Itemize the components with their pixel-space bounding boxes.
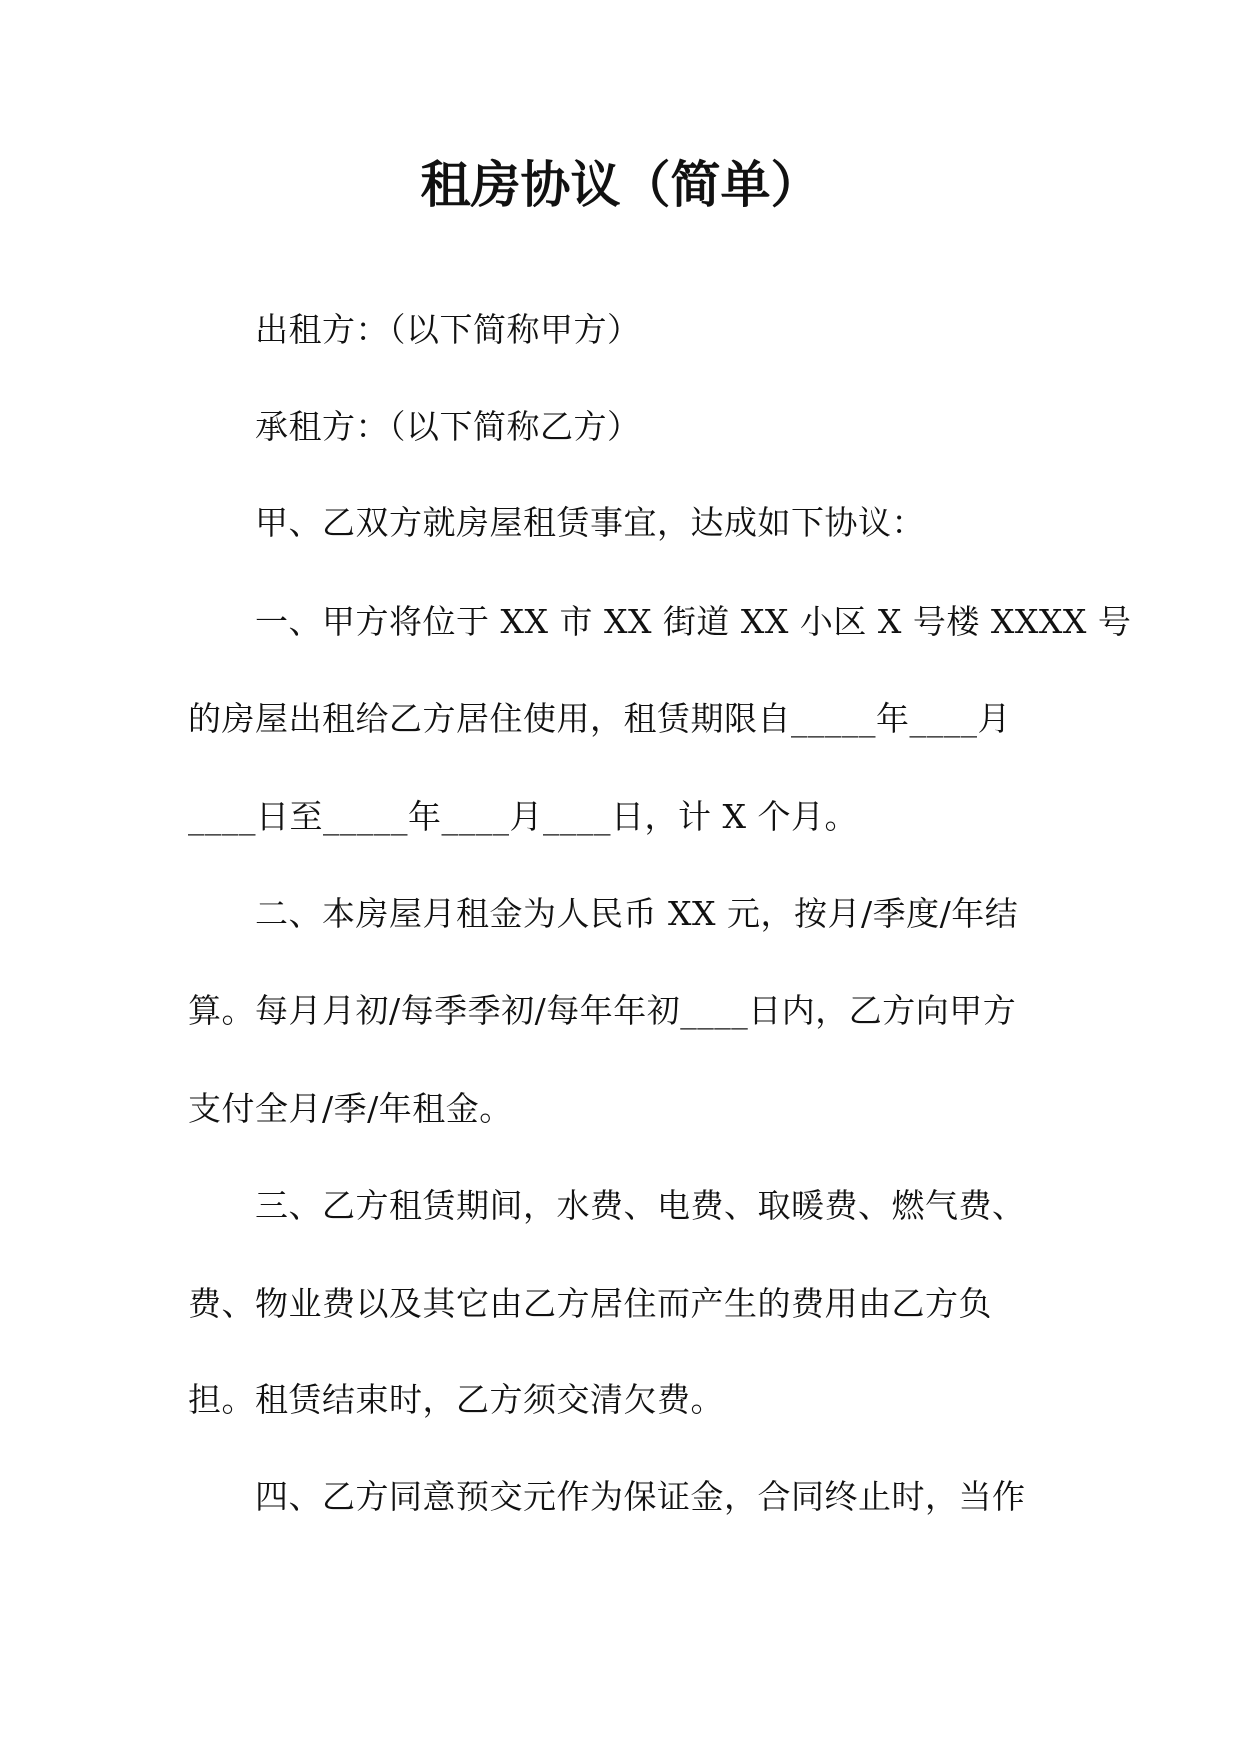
clause-2-line-3: 支付全月/季/年租金。: [188, 1089, 513, 1128]
paragraph-lessor-line-1: 出租方：（以下简称甲方）: [255, 310, 641, 349]
clause-4-line-1: 四、乙方同意预交元作为保证金，合同终止时，当作: [255, 1477, 1026, 1516]
paragraph-intro-line-1: 甲、乙双方就房屋租赁事宜，达成如下协议：: [255, 503, 925, 542]
clause-3-line-3: 担。租赁结束时，乙方须交清欠费。: [188, 1380, 724, 1419]
clause-3-line-2: 费、物业费以及其它由乙方居住而产生的费用由乙方负: [188, 1284, 992, 1323]
clause-1-line-3: ____日至_____年____月____日，计 X 个月。: [188, 797, 858, 836]
clause-3-line-1: 三、乙方租赁期间，水费、电费、取暖费、燃气费、: [255, 1186, 1026, 1225]
clause-1-line-1: 一、甲方将位于 XX 市 XX 街道 XX 小区 X 号楼 XXXX 号: [255, 602, 1132, 641]
clause-2-line-2: 算。每月月初/每季季初/每年年初____日内，乙方向甲方: [188, 991, 1017, 1030]
document-title: 租房协议（简单）: [420, 155, 821, 214]
paragraph-lessee-line-1: 承租方：（以下简称乙方）: [255, 407, 641, 446]
clause-1-line-2: 的房屋出租给乙方居住使用，租赁期限自_____年____月: [188, 699, 1011, 738]
clause-2-line-1: 二、本房屋月租金为人民币 XX 元，按月/季度/年结: [255, 894, 1019, 933]
